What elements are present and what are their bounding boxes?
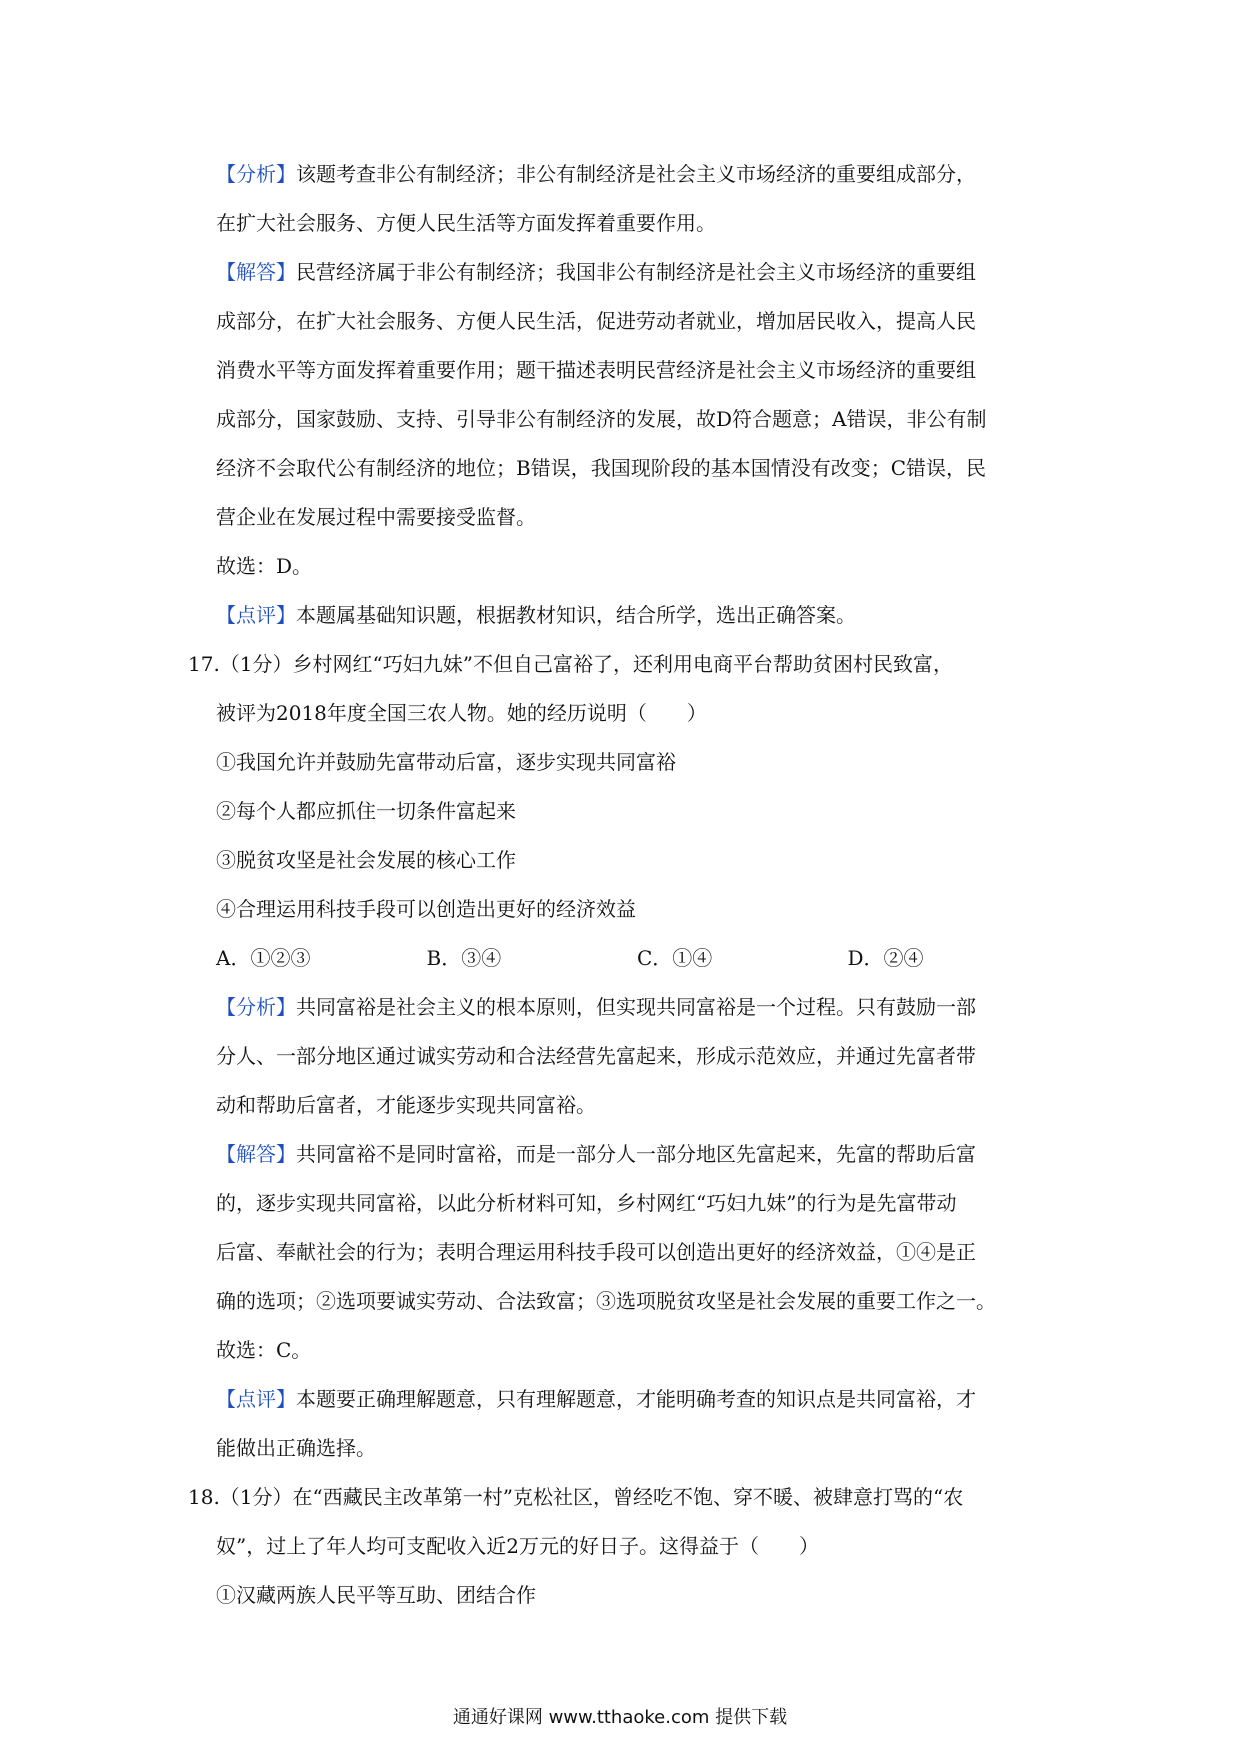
analysis-tag: 【分析】 xyxy=(216,162,296,186)
answer-16-line-6: 营企业在发展过程中需要接受监督。 xyxy=(216,505,536,529)
answer-tag: 【解答】 xyxy=(216,1142,296,1166)
question-17-item-1: ①我国允许并鼓励先富带动后富，逐步实现共同富裕 xyxy=(216,750,676,774)
page-footer: 通通好课网 www.tthaoke.com 提供下载 xyxy=(452,1707,788,1728)
analysis-text: 共同富裕是社会主义的根本原则，但实现共同富裕是一个过程。只有鼓励一部 xyxy=(296,995,976,1019)
question-18-stem-line-1: 18.（1分）在“西藏民主改革第一村”克松社区，曾经吃不饱、穿不暖、被肆意打骂的“农 xyxy=(188,1485,964,1509)
answer-16-line-2: 成部分，在扩大社会服务、方便人民生活，促进劳动者就业，增加居民收入，提高人民 xyxy=(216,309,976,333)
answer-16-line-5: 经济不会取代公有制经济的地位；B错误，我国现阶段的基本国情没有改变；C错误，民 xyxy=(216,456,986,480)
comment-text: 本题属基础知识题，根据教材知识，结合所学，选出正确答案。 xyxy=(296,603,856,627)
page-content xyxy=(188,150,1058,1620)
question-17-stem-line-2: 被评为2018年度全国三农人物。她的经历说明（ ） xyxy=(216,701,707,725)
answer-text: 民营经济属于非公有制经济；我国非公有制经济是社会主义市场经济的重要组 xyxy=(296,260,976,284)
answer-17-line-3: 后富、奉献社会的行为；表明合理运用科技手段可以创造出更好的经济效益，①④是正 xyxy=(216,1240,976,1264)
comment-tag: 【点评】 xyxy=(216,1387,296,1411)
analysis-17-line-3: 动和帮助后富者，才能逐步实现共同富裕。 xyxy=(216,1093,596,1117)
answer-text: 共同富裕不是同时富裕，而是一部分人一部分地区先富起来，先富的帮助后富 xyxy=(296,1142,976,1166)
question-18-stem-line-2: 奴”，过上了年人均可支配收入近2万元的好日子。这得益于（ ） xyxy=(216,1534,819,1558)
answer-17-line-4: 确的选项；②选项要诚实劳动、合法致富；③选项脱贫攻坚是社会发展的重要工作之一。 xyxy=(216,1289,996,1313)
option-b: B．③④ xyxy=(426,946,502,970)
option-c: C．①④ xyxy=(637,946,713,970)
answer-16-line-1 xyxy=(188,248,1058,297)
question-17-item-4: ④合理运用科技手段可以创造出更好的经济效益 xyxy=(216,897,636,921)
analysis-16-line-2: 在扩大社会服务、方便人民生活等方面发挥着重要作用。 xyxy=(216,211,716,235)
question-17-options xyxy=(188,934,1058,983)
analysis-tag: 【分析】 xyxy=(216,995,296,1019)
option-a: A．①②③ xyxy=(216,946,311,970)
answer-16-line-4: 成部分，国家鼓励、支持、引导非公有制经济的发展，故D符合题意；A错误，非公有制 xyxy=(216,407,987,431)
analysis-17-line-2: 分人、一部分地区通过诚实劳动和合法经营先富起来，形成示范效应，并通过先富者带 xyxy=(216,1044,976,1068)
comment-16 xyxy=(188,591,1058,640)
option-d: D．②④ xyxy=(847,946,924,970)
answer-17-line-1 xyxy=(188,1130,1058,1179)
question-17-item-3: ③脱贫攻坚是社会发展的核心工作 xyxy=(216,848,516,872)
comment-17-line-2: 能做出正确选择。 xyxy=(216,1436,376,1460)
comment-text: 本题要正确理解题意，只有理解题意，才能明确考查的知识点是共同富裕，才 xyxy=(296,1387,976,1411)
question-17-item-2: ②每个人都应抓住一切条件富起来 xyxy=(216,799,516,823)
analysis-text: 该题考查非公有制经济；非公有制经济是社会主义市场经济的重要组成部分， xyxy=(296,162,976,186)
answer-tag: 【解答】 xyxy=(216,260,296,284)
choice-16: 故选：D。 xyxy=(216,554,313,578)
analysis-16-line-1 xyxy=(188,150,1058,199)
question-17-stem-line-1: 17.（1分）乡村网红“巧妇九妹”不但自己富裕了，还利用电商平台帮助贫困村民致富， xyxy=(188,652,953,676)
comment-tag: 【点评】 xyxy=(216,603,296,627)
answer-17-line-2: 的，逐步实现共同富裕，以此分析材料可知，乡村网红“巧妇九妹”的行为是先富带动 xyxy=(216,1191,957,1215)
analysis-17-line-1 xyxy=(188,983,1058,1032)
choice-17: 故选：C。 xyxy=(216,1338,312,1362)
answer-16-line-3: 消费水平等方面发挥着重要作用；题干描述表明民营经济是社会主义市场经济的重要组 xyxy=(216,358,976,382)
question-18-item-1: ①汉藏两族人民平等互助、团结合作 xyxy=(216,1583,536,1607)
comment-17-line-1 xyxy=(188,1375,1058,1424)
